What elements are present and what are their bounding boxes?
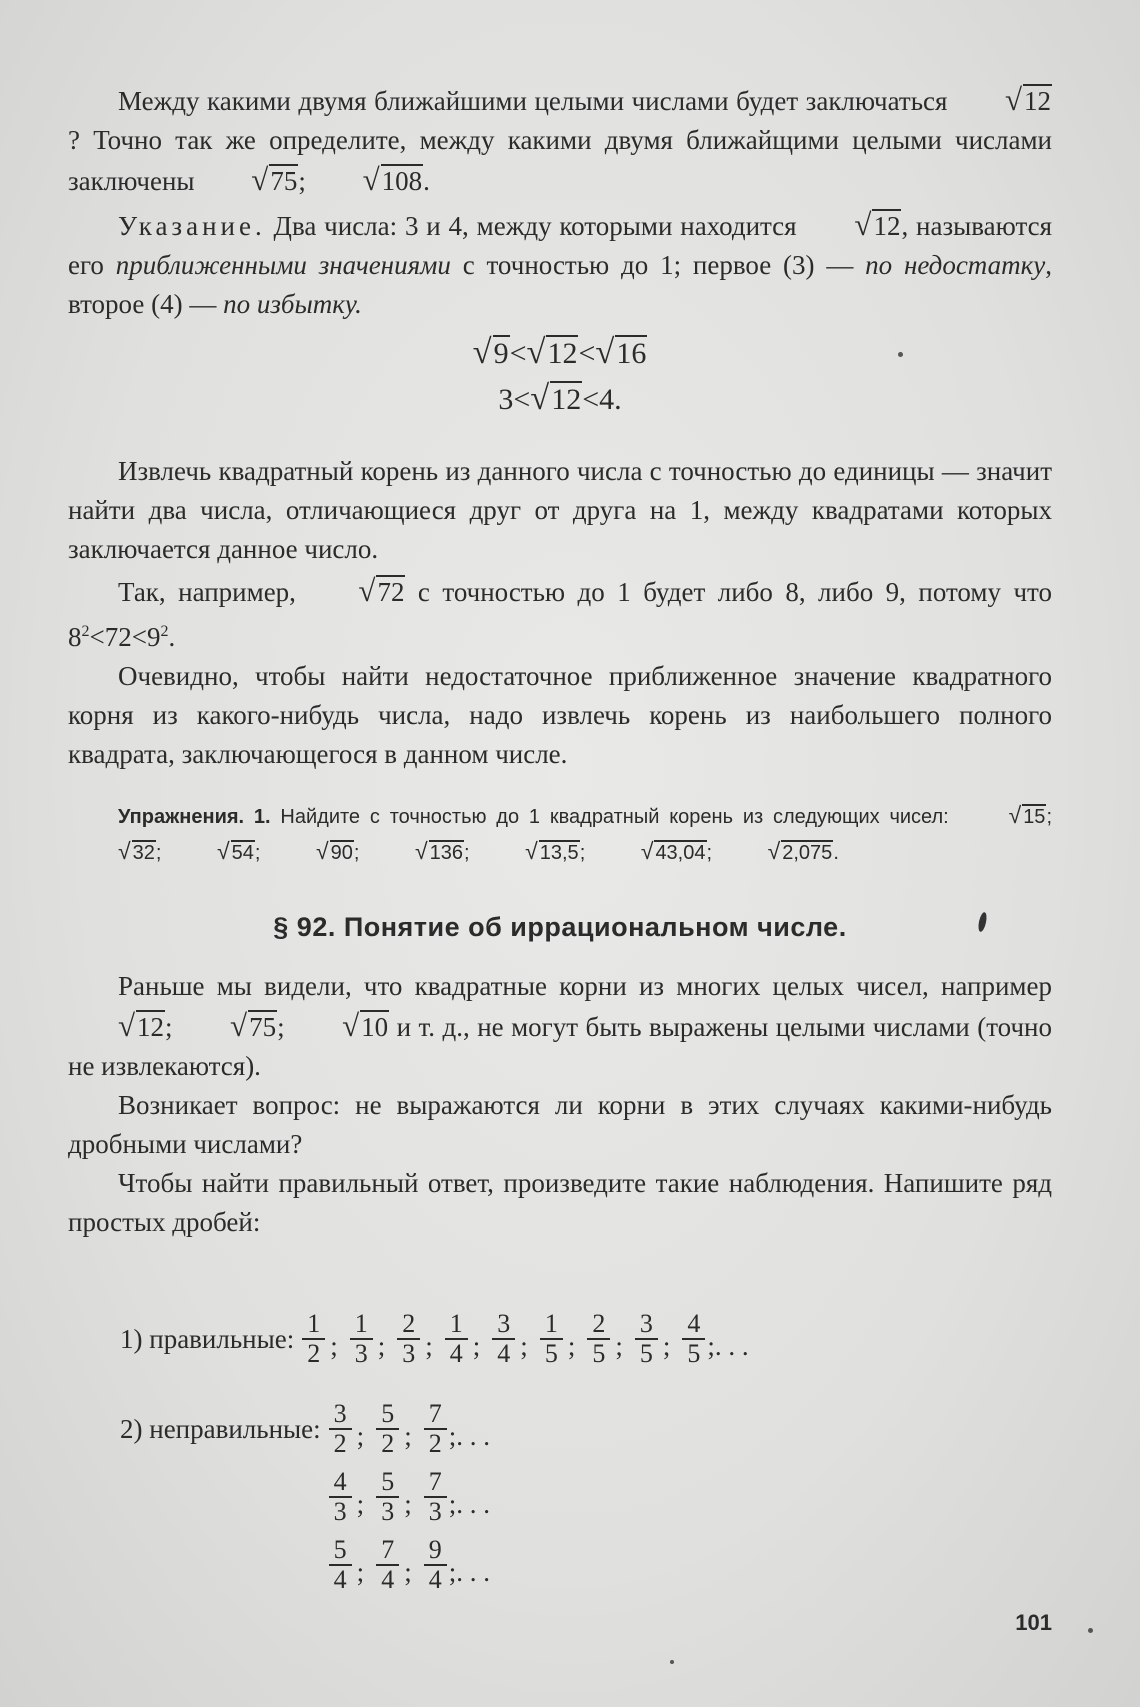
sqrt-108: √108	[362, 162, 423, 197]
hint-paragraph: Указание. Два числа: 3 и 4, между которыми находится √12, называются его приближенными значениями с точностью до 1; первое (3) — по недостатку, второе (4) — по избытку.	[68, 207, 1053, 319]
fraction: $\frac{5}{2}$	[376, 1400, 399, 1458]
fraction: $\frac{4}{3}$	[329, 1468, 352, 1526]
exercise-label: Упражнения. 1.	[118, 806, 271, 828]
fraction: $\frac{3}{4}$	[492, 1310, 515, 1368]
fraction: $\frac{1}{3}$	[350, 1310, 373, 1368]
exercise: Упражнения. 1. Найдите с точностью до 1 квадратный корень из следующих чисел: √ 15; √ 32; √ 54; √ 90; √ 136; √ 13,5; √ 43,04; √ 2,075.	[68, 798, 1052, 870]
ink-spot	[1088, 1628, 1093, 1633]
body-text	[68, 80, 1052, 1242]
exercise-sqrt: √ 13,5	[525, 838, 579, 864]
paragraph-2: Извлечь квадратный корень из данного числа с точностью до единицы — значит найти два числа, отличающиеся друг от друга на 1, между квадратами которых заключается данное число.	[68, 456, 1052, 564]
formula-1: √9<√12<√16	[472, 333, 647, 371]
fraction: $\frac{1}{2}$	[302, 1310, 325, 1368]
proper-label: 1) правильные:	[120, 1323, 295, 1354]
improper-label: 2) неправильные:	[120, 1414, 321, 1444]
sqrt-12: √12	[1004, 82, 1051, 117]
sqrt-75: √75	[251, 162, 298, 197]
page-number: 101	[1015, 1610, 1052, 1635]
sqrt-12: √12	[118, 1008, 165, 1043]
section-title: § 92. Понятие об иррациональном числе.	[273, 912, 847, 942]
ink-spot	[670, 1660, 674, 1664]
fraction: $\frac{7}{3}$	[424, 1468, 447, 1526]
formula-2: 3<√12<4.	[498, 379, 622, 417]
exercise-sqrt: √ 136	[415, 838, 463, 864]
fraction: $\frac{3}{5}$	[635, 1310, 658, 1368]
paragraph-7: Чтобы найти правильный ответ, произведите такие наблюдения. Напишите ряд простых дробей:	[68, 1168, 1052, 1237]
improper-fraction-line: $\frac{3}{2}$ ; $\frac{5}{2}$ ; $\frac{7}{2}$ ;. . .	[327, 1400, 490, 1458]
exercise-sqrt: √ 2,075	[767, 838, 833, 864]
fraction: $\frac{5}{4}$	[329, 1536, 352, 1594]
sqrt-12: √12	[854, 207, 901, 242]
exercise-sqrt: √ 15	[1008, 802, 1046, 828]
paragraph-4: Очевидно, чтобы найти недостаточное приближенное значение квадратного корня из какого-нибудь числа, надо извлечь корень из наибольшего полного квадрата, заключающегося в данном числе.	[68, 661, 1052, 769]
fraction: $\frac{1}{4}$	[445, 1310, 468, 1368]
fraction: $\frac{4}{5}$	[682, 1310, 705, 1368]
exercise-sqrt: √ 90	[316, 838, 353, 864]
paragraph-5: Раньше мы видели, что квадратные корни из многих целых чисел, например √12; √75; √10 и т. д., не могут быть выражены целыми числами (точно не извлекаются).	[68, 971, 1052, 1081]
fraction: $\frac{2}{3}$	[397, 1310, 420, 1368]
paragraph-1: Между какими двумя ближайшими целыми числами будет заключаться √12? Точно так же определите, между какими двумя ближайщими целыми числами заключены √75; √108.	[68, 80, 1052, 201]
paragraph-6: Возникает вопрос: не выражаются ли корни в этих случаях какими-нибудь дробными числами?	[68, 1090, 1052, 1159]
exercise-sqrt: √ 54	[217, 838, 254, 864]
sqrt-72: √72	[358, 573, 405, 608]
fraction: $\frac{9}{4}$	[424, 1536, 447, 1594]
fraction: $\frac{5}{3}$	[376, 1468, 399, 1526]
fraction: $\frac{2}{5}$	[587, 1310, 610, 1368]
exercise-roots: √ 15; √ 32; √ 54; √ 90; √ 136; √ 13,5; √ 43,04; √ 2,075	[68, 806, 1052, 864]
fraction: $\frac{1}{5}$	[540, 1310, 563, 1368]
sqrt-10: √10	[342, 1008, 389, 1043]
improper-fraction-line: $\frac{4}{3}$ ; $\frac{5}{3}$ ; $\frac{7}{3}$ ;. . .	[327, 1468, 490, 1526]
sqrt-75: √75	[230, 1008, 277, 1043]
fraction: $\frac{7}{2}$	[424, 1400, 447, 1458]
fraction: $\frac{3}{2}$	[329, 1400, 352, 1458]
fractions-improper	[120, 1400, 490, 1594]
fractions-row-proper: 1) правильные: $\frac{1}{2}$ ; $\frac{1}{3}$ ; $\frac{2}{3}$ ; $\frac{1}{4}$ ; $\frac{3}{4}$ ; $\frac{1}{5}$ ; $\frac{2}{5}$ ; $\frac{3}{5}$ ; $\frac{4}{5}$ ;. . .	[120, 1309, 749, 1368]
hint-label: Указание.	[118, 211, 266, 241]
improper-fraction-line: $\frac{5}{4}$ ; $\frac{7}{4}$ ; $\frac{9}{4}$ ;. . .	[327, 1536, 490, 1594]
ink-spot	[898, 352, 903, 357]
exercise-sqrt: √ 32	[118, 838, 155, 864]
exercise-sqrt: √ 43,04	[640, 838, 706, 864]
fraction: $\frac{7}{4}$	[376, 1536, 399, 1594]
paragraph-3: Так, например, √72 с точностью до 1 будет либо 8, либо 9, потому что $8^2<72<9^2$.	[68, 573, 1052, 652]
